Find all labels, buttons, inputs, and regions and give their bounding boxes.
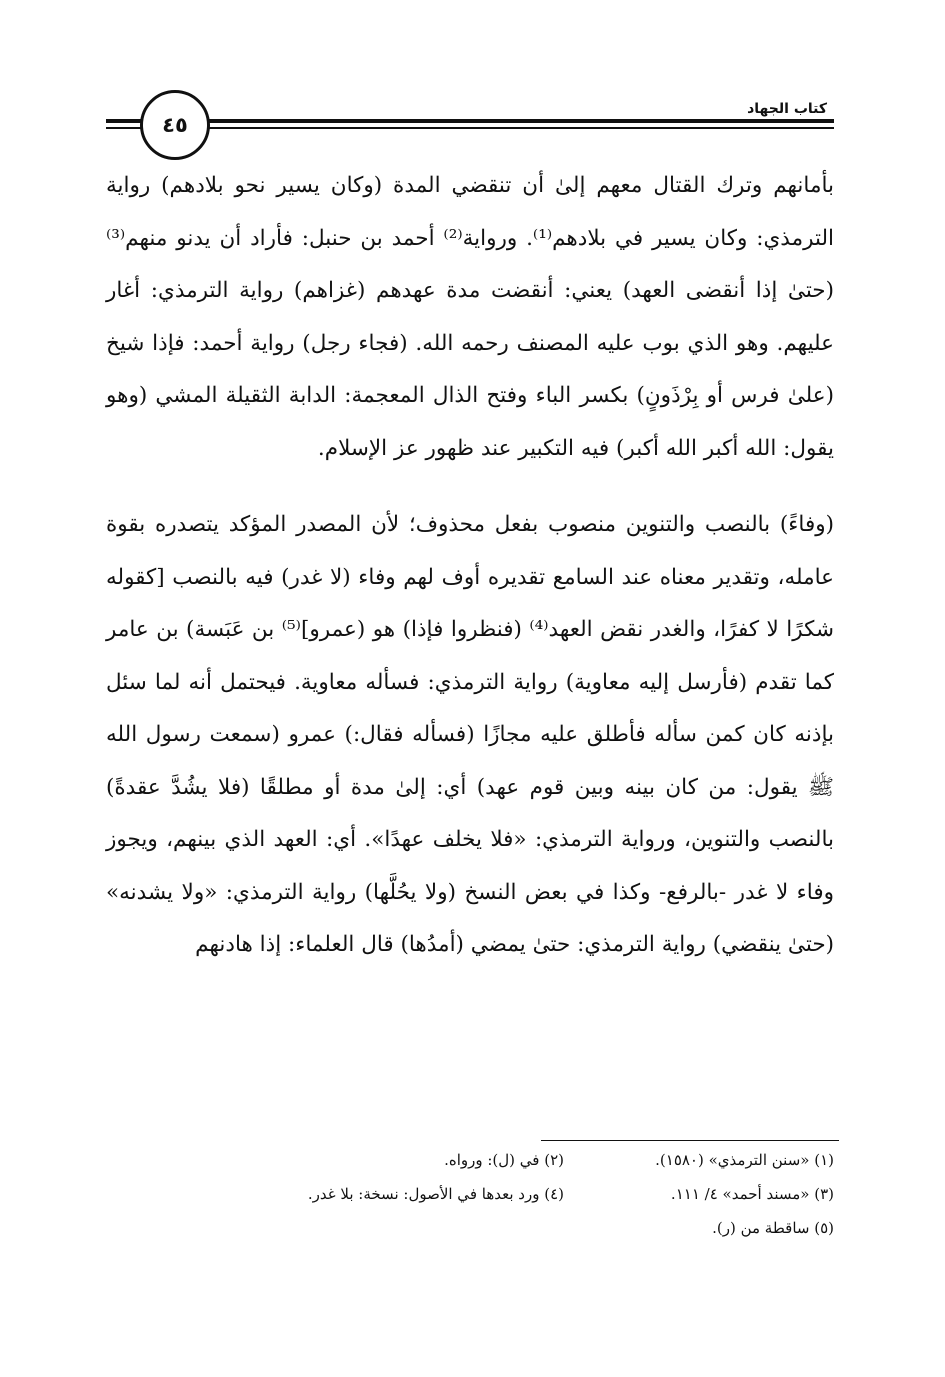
paragraph-1: بأمانهم وترك القتال معهم إلىٰ أن تنقضي المدة (وكان يسير نحو بلادهم) رواية الترمذي: وكان يسير في بلادهم⁽¹⁾. ورواية⁽²⁾ أحمد بن حنبل: فأراد أن يدنو منهم⁽³⁾ (حتىٰ إذا أنقضى العهد) يعني: أنقضت مدة عهدهم (غزاهم) رواية الترمذي: أغار عليهم. وهو الذي بوب عليه المصنف رحمه الله. (فجاء رجل) رواية أحمد: فإذا شيخ (علىٰ فرس أو بِرْذَونٍ) بكسر الباء وفتح الذال المعجمة: الدابة الثقيلة المشي (وهو يقول: الله أكبر الله أكبر) فيه التكبير عند ظهور عز الإسلام. — [106, 173, 834, 461]
header-rule-thick — [106, 119, 834, 123]
footnote-separator — [541, 1140, 839, 1141]
running-title: كتاب الجهاد — [741, 101, 833, 117]
footnote-3: (٣) «مسند أحمد» ٤/ ١١١. — [670, 1185, 834, 1203]
page-header — [106, 90, 834, 156]
footnote-2: (٢) في (ل): ورواه. — [444, 1151, 564, 1169]
footnote-row — [106, 1177, 834, 1211]
page-number: ٤٥ — [162, 113, 188, 137]
footnote-5: (٥) ساقطة من (ر). — [712, 1219, 834, 1237]
page-number-circle — [140, 90, 210, 160]
footnote-4: (٤) ورد بعدها في الأصول: نسخة: بلا غدر. — [307, 1185, 564, 1203]
paragraph-2: (وفاءً) بالنصب والتنوين منصوب بفعل محذوف؛ لأن المصدر المؤكد يتصدره بقوة عامله، وتقدير معناه عند السامع تقديره أوف لهم وفاء (لا غدر) فيه بالنصب [كقوله شكرًا لا كفرًا، والغدر نقض العهد⁽⁴⁾ (فنظروا فإذا) هو (عمرو]⁽⁵⁾ بن عَبَسة) بن عامر كما تقدم (فأرسل إليه معاوية) رواية الترمذي: فسأله معاوية. فيحتمل أنه لما سئل بإذنه كان كمن سأله فأطلق عليه مجازًا (فسأله فقال:) عمرو (سمعت رسول الله ﷺ يقول: من كان بينه وبين قوم عهد) أي: إلىٰ مدة أو مطلقًا (فلا يشُدَّ عقدةً) بالنصب والتنوين، ورواية الترمذي: «فلا يخلف عهدًا». أي: العهد الذي بينهم، ويجوز وفاء لا غدر -بالرفع- وكذا في بعض النسخ (ولا يحُلَّها) رواية الترمذي: «ولا يشدنه» (حتىٰ ينقضي) رواية الترمذي: حتىٰ يمضي (أمدُها) قال العلماء: إذا هادنهم — [106, 512, 834, 957]
footnote-1: (١) «سنن الترمذي» (١٥٨٠). — [655, 1151, 834, 1169]
footnote-row — [106, 1143, 834, 1177]
footnote-row — [106, 1211, 834, 1245]
footnotes — [106, 1143, 834, 1245]
main-text — [106, 160, 834, 972]
header-rule-thin — [106, 127, 834, 129]
